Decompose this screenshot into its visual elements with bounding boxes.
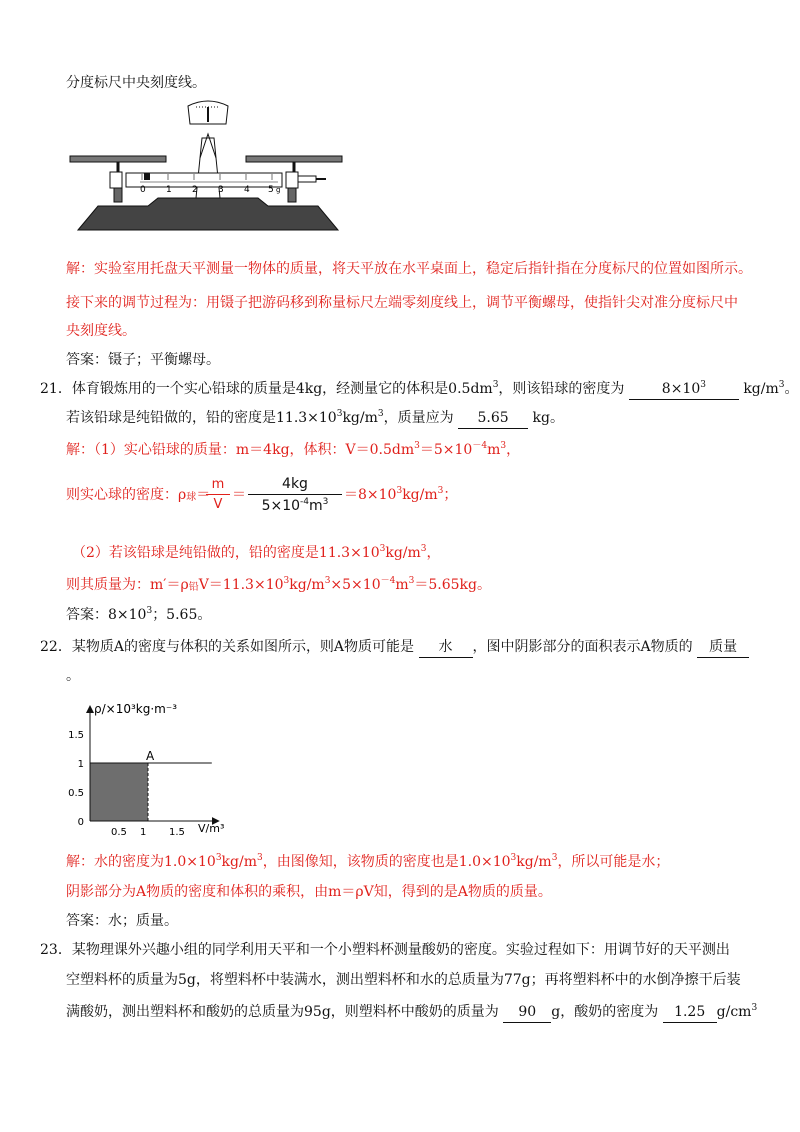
x-tick-label: 0.5	[111, 827, 127, 838]
pillar	[196, 138, 220, 198]
q21-question-line-2: 若该铅球是纯铅做的，铅的密度是$11.3\times 10^3kg/m^3$，质量应为 5.65 kg。	[66, 408, 564, 429]
y-tick-label: 0.5	[68, 788, 84, 799]
q22-number: 22．	[40, 639, 72, 655]
q21-solution-2-result: $=8\times 10^3kg/m^3$；	[344, 486, 458, 503]
right-pan	[246, 156, 342, 162]
y-tick-label: 1.5	[68, 730, 84, 741]
x-tick-label: 1.5	[169, 827, 185, 838]
q20-solution-1: 解：实验室用托盘天平测量一物体的质量，将天平放在水平桌面上，稳定后指针指在分度标尺的位置如图所示。	[66, 261, 752, 277]
q22-answer: 答案：水；质量。	[66, 913, 178, 929]
point-label-A: A	[146, 749, 155, 763]
rider	[144, 173, 150, 180]
q20-answer: 答案：镊子；平衡螺母。	[66, 352, 220, 368]
q21-blank-2: 5.65	[458, 408, 528, 429]
density-volume-chart	[60, 696, 290, 844]
scale-tick-2: 2	[192, 185, 198, 195]
q23-blank-1: 90	[503, 1002, 551, 1023]
y-axis-label: ρ/×10³kg·m⁻³	[94, 702, 178, 716]
left-nut	[110, 172, 122, 188]
continued-text: 分度标尺中央刻度线。	[66, 75, 206, 91]
q22-blank-1: 水	[419, 637, 473, 658]
scale-tick-1: 1	[166, 185, 172, 195]
q21-solution-4: 则其质量为：m′＝ρ铅$V=11.3\times 10^3kg/m^3\times 5\times 10^{-4}m^3=5.65kg$。	[66, 576, 491, 593]
q22-solution-1: 解：水的密度为$1.0\times 10^3kg/m^3$，由图像知，该物质的密度也是$1.0\times 10^3kg/m^3$，所以可能是水；	[66, 853, 670, 870]
q21-question-line-1: 21．体育锻炼用的一个实心铅球的质量是4kg，经测量它的体积是$0.5dm^3$，则该铅球的密度为 $8\times 10^3$ $kg/m^3$。	[40, 379, 799, 400]
q21-solution-3: （2）若该铅球是纯铅做的，铅的密度是$11.3\times 10^3kg/m^3$，	[72, 544, 441, 561]
q23-question-line-1: 23．某物理课外兴趣小组的同学利用天平和一个小塑料杯测量酸奶的密度。实验过程如下：用调节好的天平测出	[40, 942, 730, 958]
q23-number: 23．	[40, 942, 72, 958]
scale-tick-0: 0	[140, 185, 146, 195]
scale-tick-3: 3	[218, 185, 224, 195]
q21-fraction-equals: ＝	[232, 487, 246, 503]
scale-unit: g	[276, 186, 281, 194]
q21-fraction-small: $\frac{m}{V}$	[206, 476, 230, 515]
q20-solution-3: 央刻度线。	[66, 323, 136, 339]
shaded-area	[90, 763, 148, 821]
left-pan	[70, 156, 166, 162]
q22-solution-2: 阴影部分为A物质的密度和体积的乘积，由m＝ρV知，得到的是A物质的质量。	[66, 884, 552, 900]
x-axis-label: V/m³	[198, 822, 225, 835]
scale-tick-4: 4	[244, 185, 250, 195]
q22-blank-2: 质量	[697, 637, 749, 658]
q21-fraction-big: $\frac{4kg}{5\times 10^{-4}m^3}$	[248, 474, 342, 517]
scale-tick-5: 5	[268, 185, 274, 195]
balance-figure	[68, 98, 346, 233]
x-tick-label: 1	[140, 827, 147, 838]
q21-number: 21．	[40, 381, 72, 397]
q23-question-line-3: 满酸奶，测出塑料杯和酸奶的总质量为95g，则塑料杯中酸奶的质量为 90 g，酸奶的密度为 1.25 $g/cm^3$	[66, 1002, 757, 1023]
q21-blank-1: $8\times 10^3$	[629, 379, 739, 400]
q22-question-line-1: 22．某物质A的密度与体积的关系如图所示，则A物质可能是 水 ，图中阴影部分的面积表示A物质的 质量	[40, 637, 749, 658]
q23-question-line-2: 空塑料杯的质量为5g，将塑料杯中装满水，测出塑料杯和水的总质量为77g；再将塑料杯中的水倒净擦干后装	[66, 972, 741, 988]
right-nut	[286, 172, 298, 188]
q21-answer: 答案：$8\times 10^3$；5.65。	[66, 606, 212, 623]
q21-solution-2: 则实心球的密度：ρ球＝	[66, 487, 211, 503]
q21-solution-1: 解：（1）实心铅球的质量：m＝4kg，体积：$V=0.5dm^3=5\times 10^{-4}m^3$，	[66, 441, 521, 458]
balance-base	[78, 198, 338, 230]
q22-question-end: 。	[66, 668, 80, 684]
q20-solution-2: 接下来的调节过程为：用镊子把游码移到称量标尺左端零刻度线上，调节平衡螺母，使指针尖对准分度标尺中	[66, 295, 738, 311]
q23-blank-2: 1.25	[663, 1002, 717, 1023]
y-tick-label: 1	[77, 759, 84, 770]
y-tick-label: 0	[77, 817, 84, 828]
